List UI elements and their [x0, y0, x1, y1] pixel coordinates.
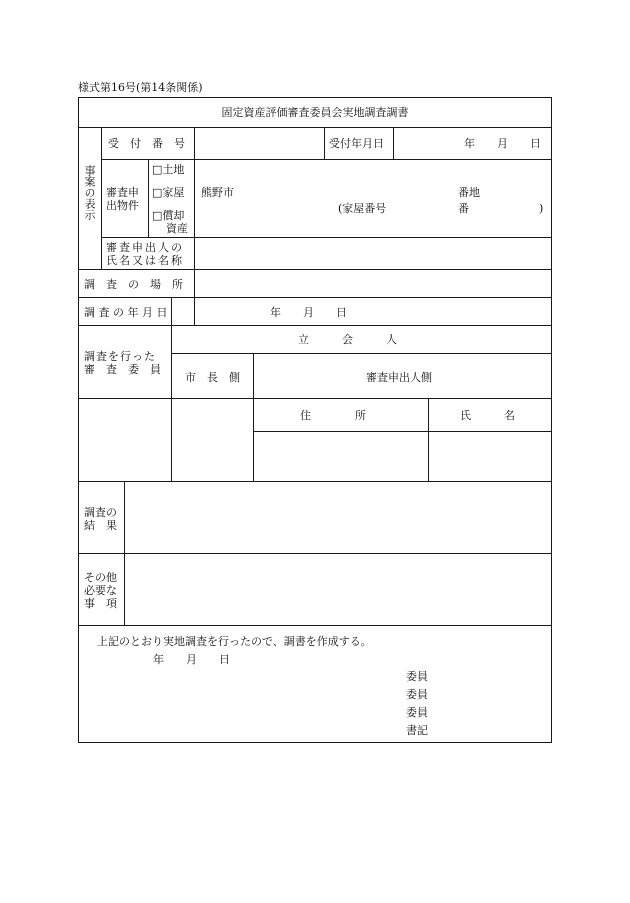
rule — [78, 269, 552, 270]
signatory-member: 委員 — [406, 706, 428, 719]
rule — [78, 297, 552, 298]
rule — [171, 297, 172, 482]
house-number-label: (家屋番号 — [338, 202, 387, 215]
property-label-line1: 審査申 — [106, 186, 139, 199]
reception-date-value: 年 月 日 — [464, 137, 541, 150]
reception-date-label: 受付年月日 — [329, 137, 384, 150]
reception-number-label: 受 付 番 号 — [108, 137, 185, 150]
rule — [148, 159, 149, 238]
committee-label-line1: 調査を行った — [84, 350, 156, 363]
border-top — [78, 97, 552, 98]
checkbox-depreciable-assets-line2: 資産 — [166, 222, 188, 235]
rule — [124, 481, 125, 626]
applicant-label-line1: 審査申出人の — [106, 241, 184, 254]
rule — [253, 431, 552, 432]
closing-statement: 上記のとおり実地調査を行ったので、調書を作成する。 — [97, 635, 372, 648]
rule — [393, 127, 394, 160]
result-label-line1: 調査の — [84, 506, 117, 519]
witness-label: 立 会 人 — [298, 333, 397, 346]
rule — [101, 237, 552, 238]
checkbox-depreciable-assets[interactable]: □償却 — [152, 209, 185, 222]
checkbox-house[interactable]: □家屋 — [152, 186, 185, 199]
other-label-line1: その他 — [84, 571, 117, 584]
rule — [324, 127, 325, 160]
rule — [194, 127, 195, 326]
banchi-label: 番地 — [458, 186, 480, 199]
border-bottom — [78, 742, 552, 743]
rule — [78, 398, 552, 399]
name-label: 氏 名 — [460, 409, 515, 422]
survey-date-value: 年 月 日 — [270, 306, 347, 319]
rule — [171, 353, 552, 354]
committee-label-line2: 審 査 委 員 — [84, 363, 161, 376]
rule — [101, 127, 102, 270]
signatory-clerk: 書記 — [406, 724, 428, 737]
survey-date-label: 調 査 の 年 月 日 — [84, 306, 168, 319]
survey-location-label: 調 査 の 場 所 — [84, 278, 183, 291]
result-label-line2: 結 果 — [84, 519, 117, 532]
applicant-label-line2: 氏名又は名称 — [106, 254, 184, 267]
other-label-line3: 事 項 — [84, 597, 117, 610]
rule — [78, 553, 552, 554]
rule — [78, 325, 552, 326]
other-label-line2: 必要な — [84, 584, 117, 597]
case-display-label: 事案の表示 — [83, 165, 96, 220]
address-label: 住 所 — [300, 409, 366, 422]
rule — [78, 625, 552, 626]
rule — [78, 127, 552, 128]
ban-label: 番 — [458, 202, 469, 215]
rule — [101, 159, 552, 160]
rule — [78, 481, 552, 482]
close-paren: ) — [539, 202, 544, 215]
applicant-side-label: 審査申出人側 — [366, 371, 432, 384]
signatory-member: 委員 — [406, 670, 428, 683]
rule — [428, 398, 429, 482]
border-left — [78, 97, 79, 743]
form-number: 様式第16号(第14条関係) — [78, 81, 203, 94]
mayor-side-label: 市 長 側 — [185, 371, 240, 384]
form-title: 固定資産評価審査委員会実地調査調書 — [221, 106, 409, 119]
checkbox-land[interactable]: □土地 — [152, 163, 185, 176]
city-name: 熊野市 — [201, 186, 234, 199]
border-right — [551, 97, 552, 743]
closing-date: 年 月 日 — [153, 653, 230, 666]
signatory-member: 委員 — [406, 688, 428, 701]
rule — [253, 353, 254, 482]
property-label-line2: 出物件 — [106, 199, 139, 212]
